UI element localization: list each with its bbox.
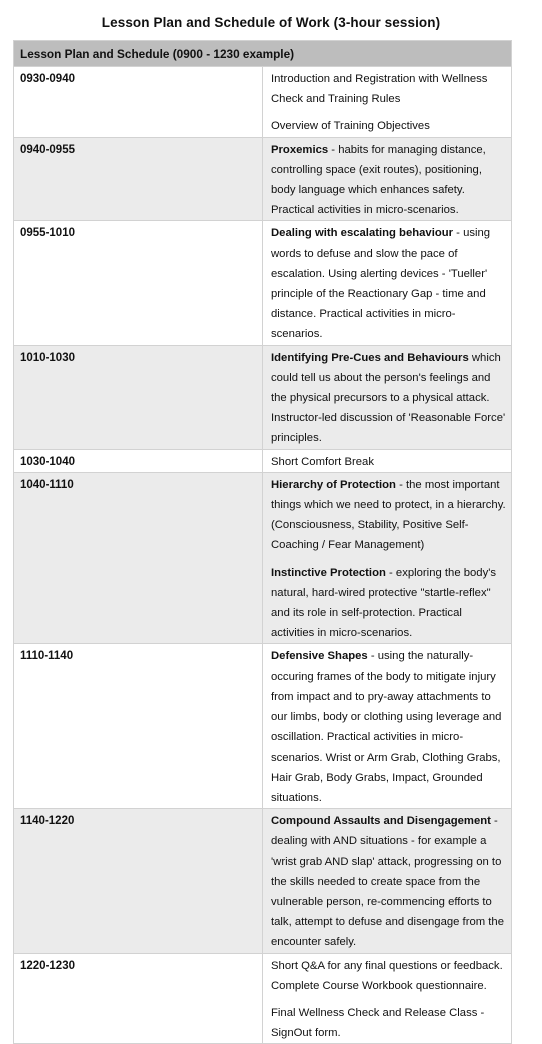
activity-description bbox=[263, 953, 512, 1044]
description-text: Introduction and Registration with Wellness Check and Training Rules bbox=[271, 73, 488, 106]
table-row bbox=[14, 67, 512, 138]
description-text: - habits for managing distance, controlling space (exit routes), positioning, body language which enhances safety. Practical activities in micro-scenarios. bbox=[271, 143, 486, 217]
description-text: - using words to defuse and slow the pace of escalation. Using alerting devices - 'Tueller' principle of the Reactionary Gap - time and distance. Practical activities in micro-scenarios. bbox=[271, 227, 491, 341]
description-paragraph bbox=[271, 116, 507, 136]
table-row bbox=[14, 137, 512, 221]
schedule-table bbox=[13, 40, 512, 1044]
activity-description bbox=[263, 221, 512, 345]
activity-description bbox=[263, 67, 512, 138]
table-row bbox=[14, 953, 512, 1044]
time-slot: 0930-0940 bbox=[14, 67, 263, 138]
description-text: Short Q&A for any final questions or feedback. Complete Course Workbook questionnaire. bbox=[271, 959, 503, 992]
table-row bbox=[14, 345, 512, 449]
table-row bbox=[14, 644, 512, 809]
page-title: Lesson Plan and Schedule of Work (3-hour session) bbox=[101, 15, 441, 30]
topic-heading: Hierarchy of Protection bbox=[271, 478, 396, 491]
activity-description bbox=[263, 137, 512, 221]
activity-description bbox=[263, 472, 512, 644]
activity-description bbox=[263, 449, 512, 472]
topic-heading: Compound Assaults and Disengagement bbox=[271, 815, 491, 828]
description-paragraph bbox=[271, 956, 507, 996]
topic-heading: Identifying Pre-Cues and Behaviours bbox=[271, 351, 469, 364]
time-slot: 1010-1030 bbox=[14, 345, 263, 449]
topic-heading: Instinctive Protection bbox=[271, 566, 386, 579]
time-slot: 1140-1220 bbox=[14, 809, 263, 953]
description-text: - using the naturally-occuring frames of the body to mitigate injury from impact and to pry-away attachments to our limbs, body or clothing using leverage and oscillation. Practical activities in micro-scenarios. Wrist or Arm Grab, Clothing Grabs, Hair Grab, Body Grabs, Impact, Grounded situations. bbox=[271, 650, 502, 804]
table-row bbox=[14, 809, 512, 953]
description-paragraph bbox=[271, 1003, 507, 1043]
time-slot: 0955-1010 bbox=[14, 221, 263, 345]
topic-heading: Proxemics bbox=[271, 143, 329, 156]
description-paragraph bbox=[271, 563, 507, 644]
description-paragraph bbox=[271, 646, 507, 808]
topic-heading: Defensive Shapes bbox=[271, 650, 368, 663]
description-text: Overview of Training Objectives bbox=[271, 120, 430, 133]
description-text: which could tell us about the person's feelings and the physical precursors to a physical attack. Instructor-led discussion of 'Reasonable Force' principles. bbox=[271, 351, 506, 445]
activity-description bbox=[263, 644, 512, 809]
schedule-body bbox=[14, 67, 512, 1044]
description-text: Short Comfort Break bbox=[271, 455, 374, 468]
table-header: Lesson Plan and Schedule (0900 - 1230 example) bbox=[14, 41, 512, 67]
time-slot: 1030-1040 bbox=[14, 449, 263, 472]
description-paragraph bbox=[271, 223, 507, 344]
description-text: - exploring the body's natural, hard-wired protective "startle-reflex" and its role in self-protection. Practical activities in micro-scenarios. bbox=[271, 566, 497, 640]
table-row bbox=[14, 221, 512, 345]
time-slot: 1040-1110 bbox=[14, 472, 263, 644]
table-row bbox=[14, 472, 512, 644]
description-paragraph bbox=[271, 475, 507, 556]
activity-description bbox=[263, 809, 512, 953]
description-paragraph bbox=[271, 348, 507, 449]
time-slot: 1110-1140 bbox=[14, 644, 263, 809]
description-text: - dealing with AND situations - for example a 'wrist grab AND slap' attack, progressing on to the skills needed to create space from the vulnerable person, re-commencing efforts to talk, attempt to defuse and disengage from the encounter safely. bbox=[271, 815, 504, 949]
activity-description bbox=[263, 345, 512, 449]
description-text: - the most important things which we need to protect, in a hierarchy. (Consciousness, Stability, Positive Self-Coaching / Fear Management) bbox=[271, 478, 506, 552]
description-text: Final Wellness Check and Release Class - SignOut form. bbox=[271, 1006, 485, 1040]
time-slot: 0940-0955 bbox=[14, 137, 263, 221]
table-row bbox=[14, 449, 512, 472]
description-paragraph bbox=[271, 140, 507, 221]
topic-heading: Dealing with escalating behaviour bbox=[271, 227, 454, 240]
description-paragraph bbox=[271, 811, 507, 952]
description-paragraph bbox=[271, 69, 507, 109]
description-paragraph bbox=[271, 452, 507, 472]
time-slot: 1220-1230 bbox=[14, 953, 263, 1044]
